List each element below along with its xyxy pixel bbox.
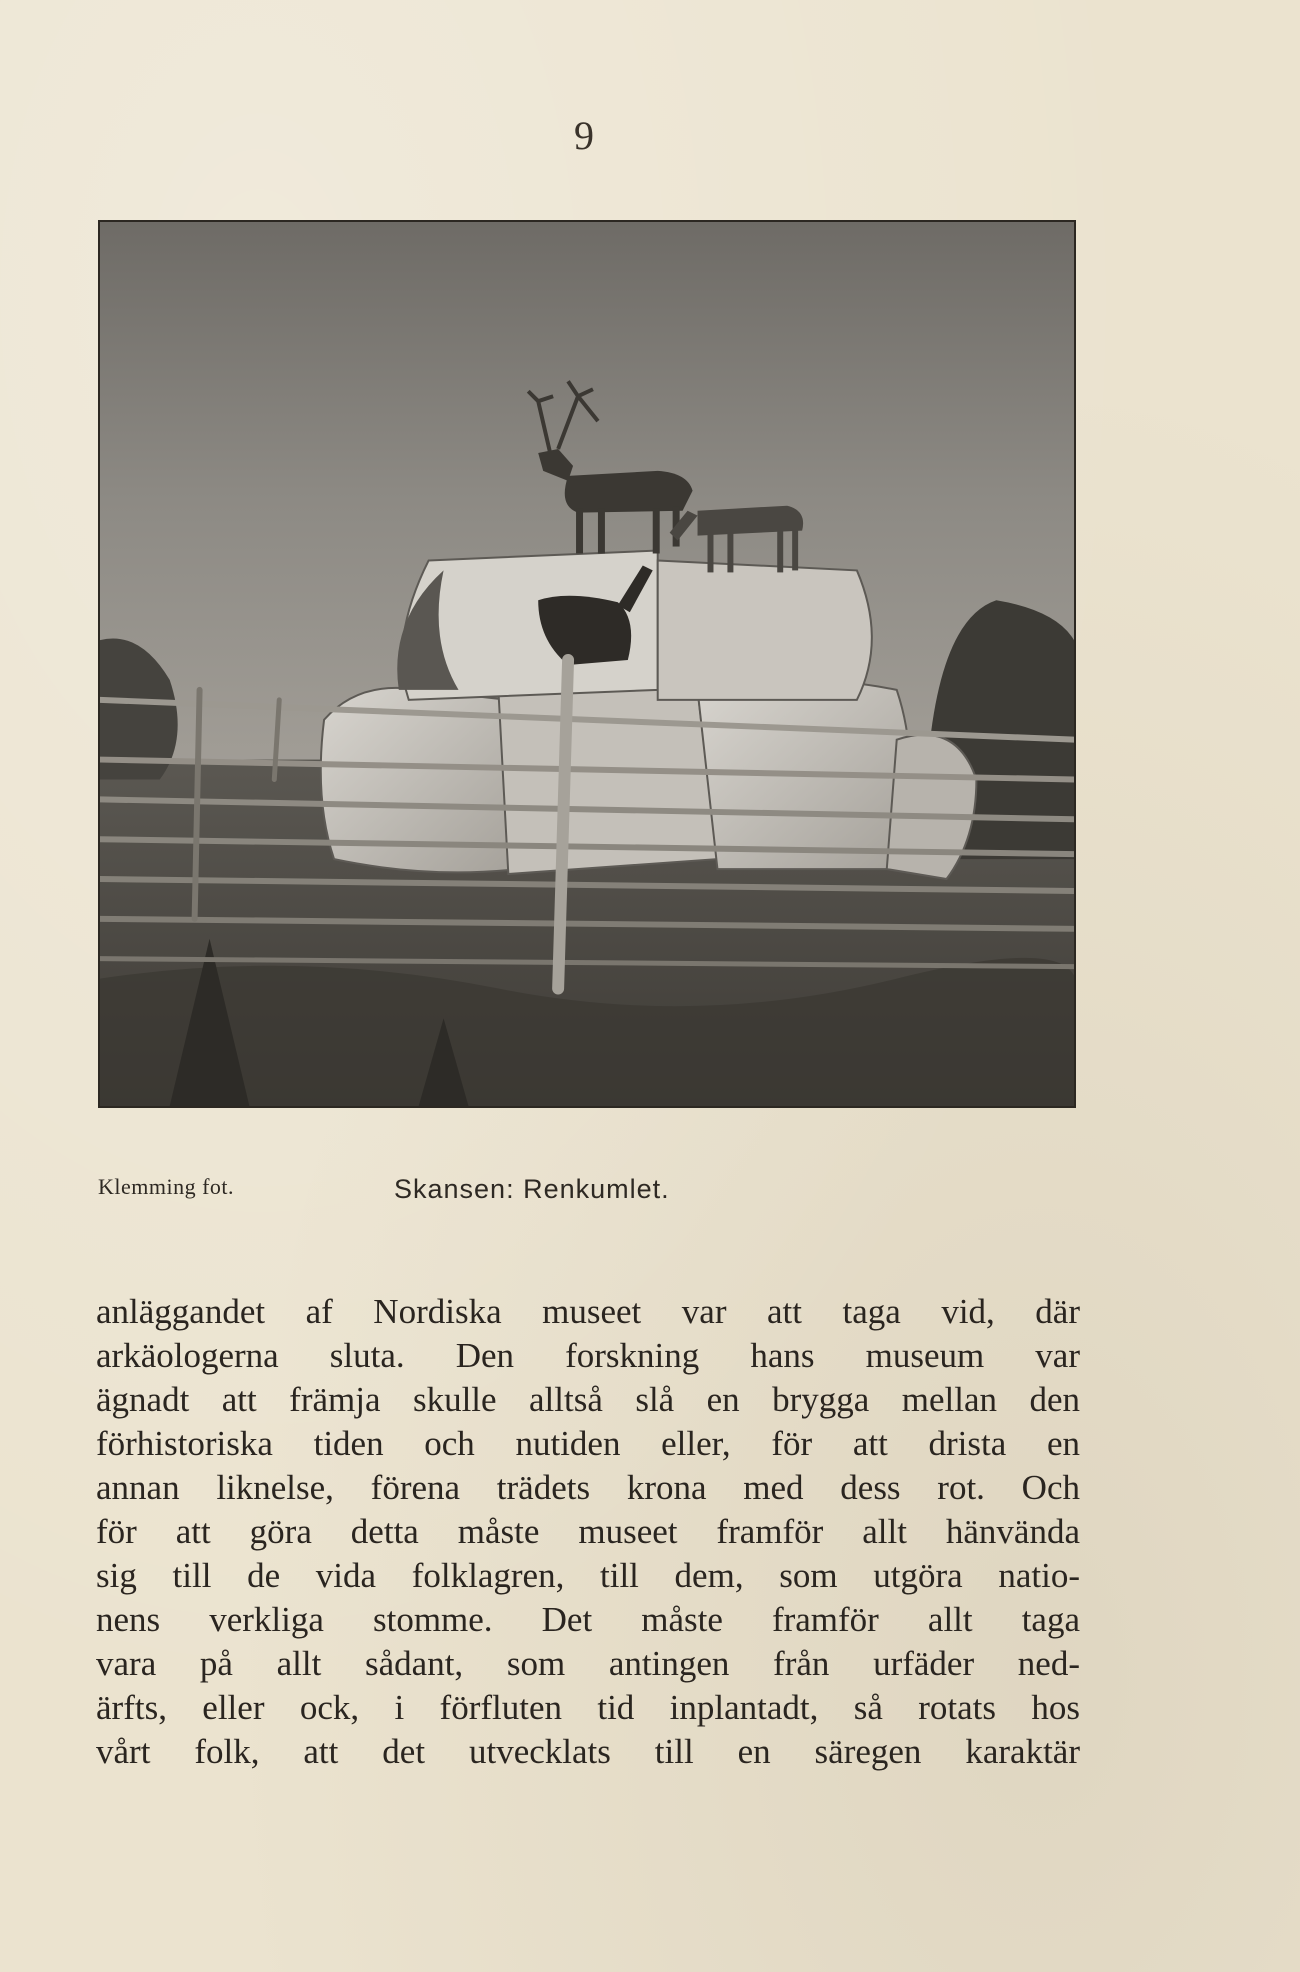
photo-caption: Skansen: Renkumlet.: [394, 1174, 670, 1204]
text-line: ägnadt att främja skulle alltså slå en brygga mellan den: [96, 1380, 1080, 1419]
text-line: sig till de vida folklagren, till dem, som utgöra natio-: [96, 1556, 1080, 1595]
text-line: ärfts, eller ock, i förfluten tid inplantadt, så rotats hos: [96, 1688, 1080, 1727]
text-line: för att göra detta måste museet framför allt hänvända: [96, 1512, 1080, 1551]
text-line: vårt folk, att det utvecklats till en säregen karaktär: [96, 1732, 1080, 1771]
text-line: annan liknelse, förena trädets krona med dess rot. Och: [96, 1468, 1080, 1507]
text-line: anläggandet af Nordiska museet var att taga vid, där: [96, 1292, 1080, 1331]
photo-plate: [98, 220, 1076, 1108]
text-line: vara på allt sådant, som antingen från urfäder ned-: [96, 1644, 1080, 1683]
rock-upper-right: [658, 560, 872, 699]
page-number: 9: [574, 113, 594, 158]
text-line: förhistoriska tiden och nutiden eller, för att drista en: [96, 1424, 1080, 1463]
text-line: arkäologerna sluta. Den forskning hans museum var: [96, 1336, 1080, 1375]
body-paragraph: [96, 1290, 1080, 1774]
text-line: nens verkliga stomme. Det måste framför allt taga: [96, 1600, 1080, 1639]
reindeer-photo-illustration: [100, 222, 1074, 1106]
photo-credit: Klemming fot.: [98, 1174, 235, 1199]
